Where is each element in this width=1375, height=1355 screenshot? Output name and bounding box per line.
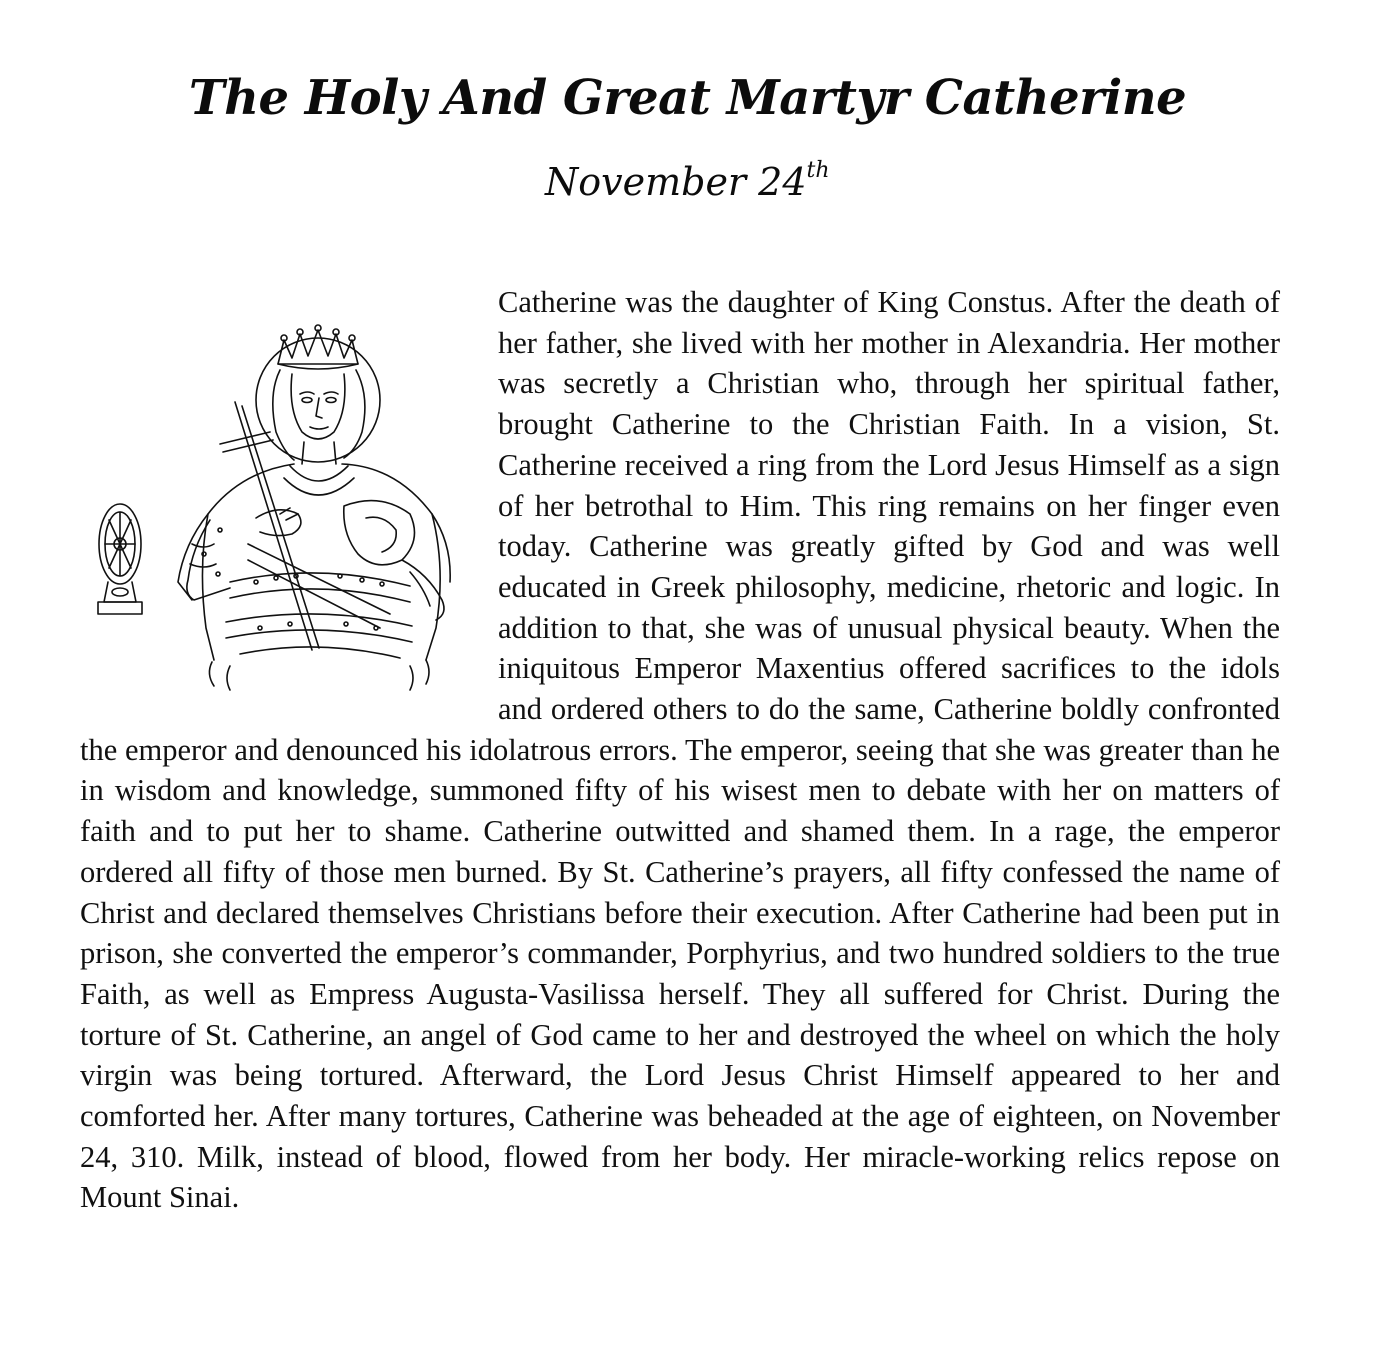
page-title: The Holy And Great Martyr Catherine <box>188 70 1187 126</box>
saint-catherine-line-drawing-icon <box>178 325 450 690</box>
feast-date-suffix: th <box>806 158 830 184</box>
feast-date <box>545 160 830 204</box>
biography-paragraph: Catherine was the daughter of King Constus. After the death of her father, she lived with her mother in Alexandria. Her mother was secretly a Christian who, through her spiritual father, brought Catherine to the Christian Faith. In a vision, St. Catherine received a ring from the Lord Jesus Himself as a sign of her betrothal to Him. This ring remains on her finger even today. Catherine was greatly gifted by God and was well educated in Greek philosophy, medicine, rhetoric and logic. In addition to that, she was of unusual physical beauty. When the iniquitous Emperor Maxentius offered sacrifices to the idols and ordered others to do the same, Catherine boldly confronted the emperor and denounced his idolatrous errors. The emperor, seeing that she was greater than he in wisdom and knowledge, summoned fifty of his wisest men to debate with her on matters of faith and to put her to shame. Catherine outwitted and shamed them. In a rage, the emperor ordered all fifty of those men burned. By St. Catherine’s prayers, all fifty confessed the name of Christ and declared themselves Christians before their execution. After Catherine had been put in prison, she converted the emperor’s commander, Porphyrius, and two hundred soldiers to the true Faith, as well as Empress Augusta-Vasilissa herself. They all suffered for Christ. During the torture of St. Catherine, an angel of God came to her and destroyed the wheel on which the holy virgin was being tortured. Afterward, the Lord Jesus Christ Himself appeared to her and comforted her. After many tortures, Catherine was beheaded at the age of eighteen, on November 24, 310. Milk, instead of blood, flowed from her body. Her miracle-working relics repose on Mount Sinai. <box>80 285 1280 1215</box>
breaking-wheel-icon <box>98 504 142 614</box>
feast-date-text: November 24 <box>545 160 807 204</box>
saint-icon-illustration <box>80 282 498 702</box>
biography-text-block <box>80 282 1280 1218</box>
